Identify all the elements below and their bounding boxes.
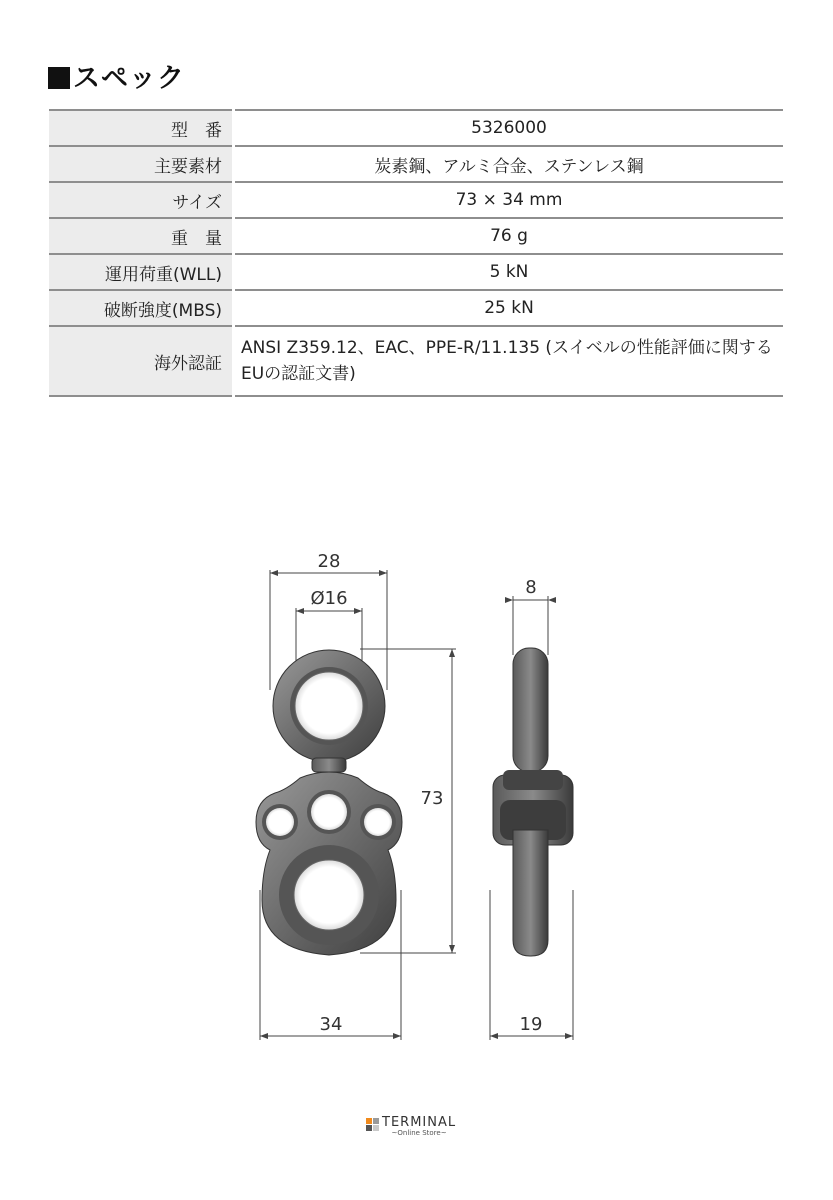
footer-logo (366, 1116, 456, 1137)
dim-height: 73 (420, 788, 444, 809)
dim-hole-diameter: Ø16 (310, 588, 348, 609)
spec-value: 5 kN (489, 262, 529, 282)
spec-value: 炭素鋼、アルミ合金、ステンレス鋼 (374, 156, 644, 177)
front-view (256, 650, 402, 955)
spec-row (49, 146, 783, 182)
spec-row (49, 254, 783, 290)
spec-value: 73 × 34 mm (455, 190, 563, 210)
spec-label: 破断強度(MBS) (49, 290, 234, 326)
spec-label: 主要素材 (49, 146, 234, 182)
spec-value: ANSI Z359.12、EAC、PPE-R/11.135 (スイベルの性能評価に関するEUの認証文書) (241, 338, 773, 384)
section-heading (48, 56, 185, 95)
section-title: スペック (73, 63, 185, 94)
dim-bottom-width: 34 (319, 1014, 343, 1035)
spec-label: 海外認証 (49, 326, 234, 396)
spec-row (49, 182, 783, 218)
spec-row (49, 326, 783, 396)
spec-value: 76 g (490, 226, 528, 246)
dim-side-thickness: 8 (525, 577, 537, 598)
spec-value: 5326000 (471, 118, 547, 138)
spec-value: 25 kN (484, 298, 534, 318)
spec-row (49, 218, 783, 254)
spec-label: サイズ (49, 182, 234, 218)
spec-row (49, 290, 783, 326)
brand-name: TERMINAL (382, 1115, 457, 1130)
spec-row (49, 110, 783, 146)
spec-label: 重 量 (49, 218, 234, 254)
brand-tagline: ~Online Store~ (391, 1129, 447, 1137)
terminal-logo-icon (366, 1118, 379, 1131)
dimension-drawing (240, 540, 600, 1060)
spec-label: 型 番 (49, 110, 234, 146)
side-view (493, 648, 573, 956)
spec-label: 運用荷重(WLL) (49, 254, 234, 290)
heading-square-icon (48, 67, 70, 89)
dim-side-width: 19 (519, 1014, 543, 1035)
spec-table (49, 109, 783, 397)
dim-top-width: 28 (317, 551, 341, 572)
